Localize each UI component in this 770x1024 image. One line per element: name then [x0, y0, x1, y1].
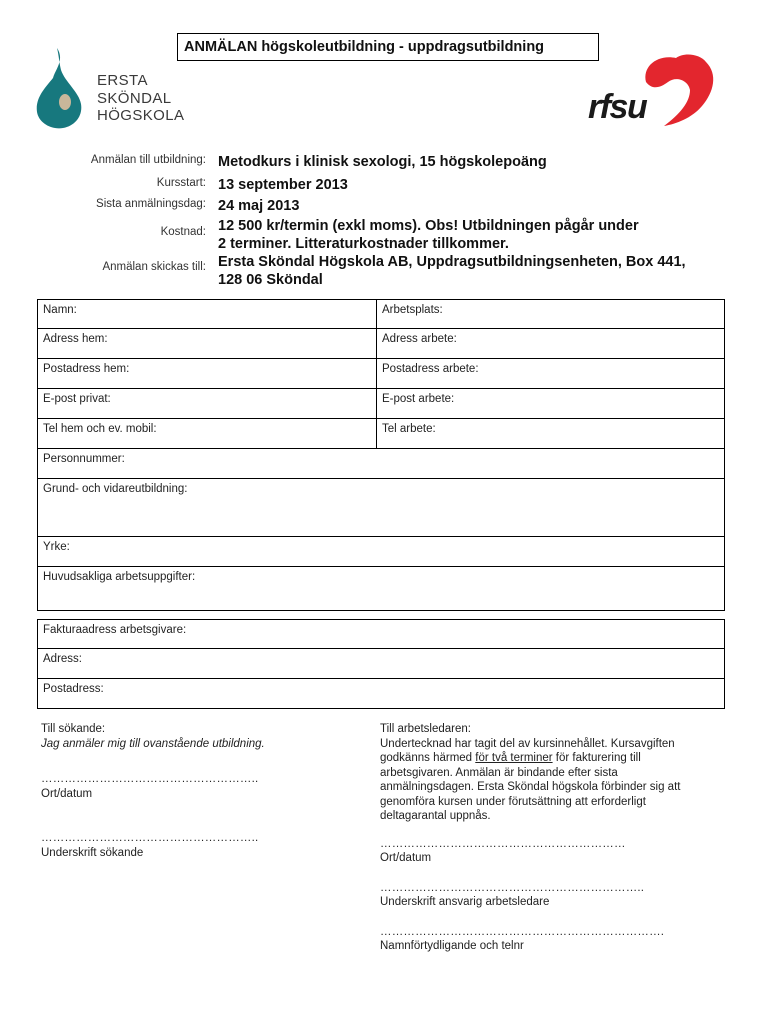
- manager-text-line1: Undertecknad har tagit del av kursinnehållet. Kursavgiften: [380, 737, 675, 750]
- faktura-adress-field[interactable]: Adress:: [43, 653, 82, 665]
- info-value-kostnad-line1: 12 500 kr/termin (exkl moms). Obs! Utbildningen pågår under: [218, 218, 639, 234]
- tel-hem-field[interactable]: Tel hem och ev. mobil:: [38, 419, 377, 448]
- form-row-personnummer: [37, 449, 725, 479]
- manager-signature-line[interactable]: …………………………………………………………..: [380, 881, 645, 894]
- registration-form: [37, 299, 725, 709]
- applicant-signature-line[interactable]: ………………………………………………..: [41, 832, 259, 844]
- form-row-tel: [37, 419, 725, 449]
- adress-arbete-field[interactable]: Adress arbete:: [382, 333, 457, 345]
- manager-name-line[interactable]: ……………………………………………………………….: [380, 925, 665, 938]
- applicant-section: [41, 722, 341, 860]
- manager-text-line2a: godkänns härmed: [380, 752, 476, 764]
- manager-heading: Till arbetsledaren:: [380, 723, 471, 735]
- manager-text-line4: anmälningsdagen. Ersta Sköndal högskola förbinder sig att: [380, 781, 681, 793]
- form-row-arbetsuppgifter: [37, 567, 725, 611]
- epost-arbete-field[interactable]: E-post arbete:: [382, 393, 455, 405]
- yrke-field[interactable]: Yrke:: [43, 541, 70, 553]
- manager-text-line2: [380, 751, 740, 766]
- utbildning-field[interactable]: Grund- och vidareutbildning:: [43, 483, 188, 495]
- form-row-namn: [37, 299, 725, 329]
- arbetsuppgifter-field[interactable]: Huvudsakliga arbetsuppgifter:: [43, 571, 196, 583]
- form-row-epost: [37, 389, 725, 419]
- info-label-sista-dag: Sista anmälningsdag:: [96, 198, 206, 210]
- info-value-adress-line1: Ersta Sköndal Högskola AB, Uppdragsutbildningsenheten, Box 441,: [218, 254, 686, 270]
- fakturaadress-field[interactable]: Fakturaadress arbetsgivare:: [43, 624, 187, 636]
- manager-text-line2b: för två terminer: [475, 752, 553, 764]
- info-label-kursstart: Kursstart:: [156, 177, 206, 189]
- postadress-hem-field[interactable]: Postadress hem:: [38, 359, 377, 388]
- info-label-utbildning: Anmälan till utbildning:: [90, 154, 206, 166]
- info-value-sista-dag: 24 maj 2013: [218, 198, 300, 214]
- adress-hem-field[interactable]: Adress hem:: [38, 329, 377, 358]
- manager-text-line6: deltagarantal uppnås.: [380, 810, 491, 822]
- applicant-ort-datum-label: Ort/datum: [41, 787, 93, 800]
- ersta-drop-logo-icon: [35, 48, 85, 130]
- form-row-utbildning: [37, 479, 725, 537]
- postadress-arbete-field[interactable]: Postadress arbete:: [382, 363, 479, 375]
- manager-ort-datum-label: Ort/datum: [380, 852, 432, 864]
- manager-text-line5: genomföra kursen under förutsättning att erforderligt: [380, 795, 646, 808]
- personnummer-field[interactable]: Personnummer:: [43, 453, 125, 465]
- applicant-ort-datum-line[interactable]: ………………………………………………..: [41, 773, 259, 785]
- form-row-adress: [37, 329, 725, 359]
- tel-arbete-field[interactable]: Tel arbete:: [382, 423, 436, 435]
- applicant-heading: Till sökande:: [41, 723, 106, 735]
- manager-text-line3: arbetsgivaren. Anmälan är bindande efter sista: [380, 766, 618, 779]
- rfsu-logo-text: rfsu: [588, 88, 647, 126]
- epost-privat-field[interactable]: E-post privat:: [38, 389, 377, 418]
- ersta-logo-line3: HÖGSKOLA: [97, 107, 185, 124]
- manager-ort-datum-line[interactable]: ………………………………………………………: [380, 837, 626, 850]
- info-value-kursstart: 13 september 2013: [218, 177, 348, 193]
- manager-signature-label: Underskrift ansvarig arbetsledare: [380, 896, 550, 908]
- info-value-utbildning: Metodkurs i klinisk sexologi, 15 högskolepoäng: [218, 154, 547, 170]
- info-value-kostnad-line2: 2 terminer. Litteraturkostnader tillkommer.: [218, 236, 509, 252]
- info-label-kostnad: Kostnad:: [160, 226, 206, 238]
- arbetsplats-field[interactable]: Arbetsplats:: [382, 304, 443, 316]
- faktura-postadress-field[interactable]: Postadress:: [43, 683, 104, 695]
- form-row-fakturaadress: [37, 619, 725, 649]
- form-row-faktura-adress: [37, 649, 725, 679]
- namn-field[interactable]: Namn:: [38, 300, 377, 328]
- info-value-adress-line2: 128 06 Sköndal: [218, 272, 323, 288]
- manager-section: [380, 722, 740, 954]
- manager-name-label: Namnförtydligande och telnr: [380, 940, 524, 952]
- ersta-logo-line1: ERSTA: [97, 72, 148, 89]
- form-title: ANMÄLAN högskoleutbildning - uppdragsutbildning: [177, 33, 599, 61]
- form-row-faktura-postadress: [37, 679, 725, 709]
- form-row-yrke: [37, 537, 725, 567]
- applicant-text: Jag anmäler mig till ovanstående utbildning.: [41, 737, 265, 750]
- ersta-logo-text: [97, 72, 184, 125]
- applicant-signature-label: Underskrift sökande: [41, 846, 144, 859]
- info-label-adress: Anmälan skickas till:: [102, 261, 206, 273]
- manager-text-line2c: för fakturering till: [552, 752, 641, 764]
- ersta-logo-line2: SKÖNDAL: [97, 89, 172, 107]
- form-row-postadress: [37, 359, 725, 389]
